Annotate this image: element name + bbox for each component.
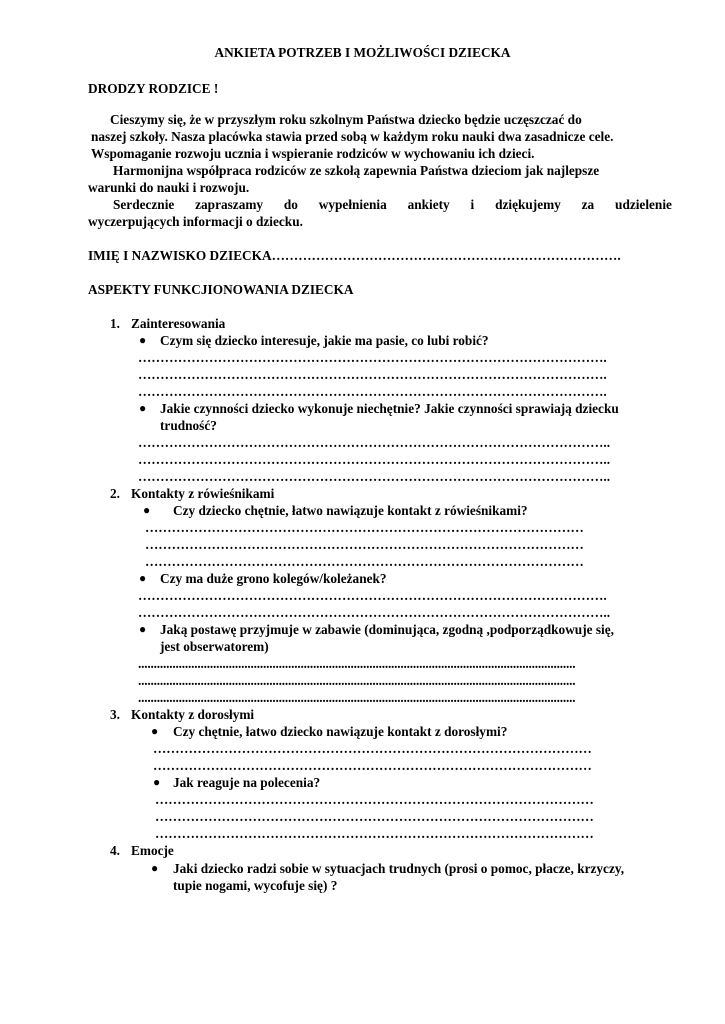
- bullet-icon: ●: [139, 622, 147, 636]
- answer-line[interactable]: …………………………………………………………………………………………….: [138, 350, 607, 365]
- intro-word: do: [283, 197, 298, 212]
- section-2-title: Kontakty z rówieśnikami: [131, 486, 275, 501]
- answer-line[interactable]: ……………………………………………………………………………………………..: [138, 435, 611, 450]
- answer-line[interactable]: ……………………………………………………………………………………………..: [138, 452, 611, 467]
- answer-line[interactable]: ………………………………………………………………………………………: [153, 758, 592, 773]
- answer-line[interactable]: ………………………………………………………………………………………: [155, 809, 594, 824]
- answer-line[interactable]: ………………………………………………………………………………………: [145, 520, 584, 535]
- intro-word: za: [581, 197, 595, 212]
- section-3-number: 3.: [110, 707, 120, 722]
- intro-line-1: Cieszymy się, że w przyszłym roku szkolnym Państwa dziecko będzie uczęszczać do: [110, 112, 582, 127]
- intro-word: Serdecznie: [113, 197, 175, 212]
- child-name-field[interactable]: [88, 247, 621, 264]
- s4-question-1-cont: tupie nogami, wycofuje się) ?: [173, 878, 338, 893]
- section-1-number: 1.: [110, 316, 120, 331]
- answer-line[interactable]: ………………………………………………………………………………………: [155, 826, 594, 841]
- answer-line[interactable]: …………………………………………………………………………………………….: [138, 367, 607, 382]
- child-name-label: IMIĘ I NAZWISKO DZIECKA: [88, 248, 272, 263]
- intro-line-5: warunki do nauki i rozwoju.: [88, 180, 250, 195]
- bullet-icon: ●: [139, 401, 147, 415]
- intro-line-7: wyczerpujących informacji o dziecku.: [88, 214, 303, 229]
- answer-line[interactable]: ………………………………………………………………………………………: [155, 792, 594, 807]
- bullet-icon: ●: [151, 724, 159, 738]
- bullet-icon: ●: [143, 503, 151, 517]
- answer-line[interactable]: ............................................................................................................................................: [138, 673, 576, 688]
- answer-line[interactable]: ………………………………………………………………………………………: [145, 537, 584, 552]
- intro-word: i: [470, 197, 475, 212]
- s2-question-3-cont: jest obserwatorem): [160, 639, 269, 654]
- child-name-fill[interactable]: …………………………………………………………………….: [271, 248, 621, 263]
- bullet-icon: ●: [139, 333, 147, 347]
- s2-question-2: Czy ma duże grono kolegów/koleżanek?: [160, 571, 387, 586]
- greeting: DRODZY RODZICE !: [88, 81, 219, 96]
- answer-line[interactable]: …………………………………………………………………………………………….: [138, 384, 607, 399]
- section-heading: ASPEKTY FUNKCJIONOWANIA DZIECKA: [88, 282, 354, 297]
- answer-line[interactable]: ………………………………………………………………………………………: [145, 554, 584, 569]
- answer-line[interactable]: ……………………………………………………………………………………………..: [138, 605, 611, 620]
- section-3-title: Kontakty z dorosłymi: [131, 707, 255, 722]
- answer-line[interactable]: ………………………………………………………………………………………: [153, 741, 592, 756]
- intro-word: ankiety: [407, 197, 450, 212]
- s2-question-3: Jaką postawę przyjmuje w zabawie (dominująca, zgodną ,podporządkowuje się,: [160, 622, 614, 637]
- intro-word: dziękujemy: [495, 197, 561, 212]
- intro-line-6: [113, 196, 672, 213]
- section-4-number: 4.: [110, 843, 120, 858]
- answer-line[interactable]: …………………………………………………………………………………………….: [138, 588, 607, 603]
- s1-question-2: Jakie czynności dziecko wykonuje niechętnie? Jakie czynności sprawiają dziecku: [160, 401, 619, 416]
- s1-question-2-cont: trudność?: [160, 418, 217, 433]
- bullet-icon: ●: [153, 775, 161, 789]
- intro-line-3: Wspomaganie rozwoju ucznia i wspieranie rodziców w wychowaniu ich dzieci.: [91, 146, 535, 161]
- answer-line[interactable]: ............................................................................................................................................: [138, 656, 576, 671]
- bullet-icon: ●: [139, 571, 147, 585]
- intro-word: udzielenie: [615, 197, 672, 212]
- section-2-number: 2.: [110, 486, 120, 501]
- section-1-title: Zainteresowania: [131, 316, 226, 331]
- intro-word: wypełnienia: [318, 197, 387, 212]
- s2-question-1: Czy dziecko chętnie, łatwo nawiązuje kontakt z rówieśnikami?: [173, 503, 528, 518]
- intro-line-4: Harmonijna współpraca rodziców ze szkołą zapewnia Państwa dzieciom jak najlepsze: [113, 163, 600, 178]
- document-title: ANKIETA POTRZEB I MOŻLIWOŚCI DZIECKA: [214, 45, 511, 60]
- intro-line-2: naszej szkoły. Nasza placówka stawia przed sobą w każdym roku nauki dwa zasadnicze cele.: [91, 129, 614, 144]
- answer-line[interactable]: ……………………………………………………………………………………………..: [138, 469, 611, 484]
- section-4-title: Emocje: [131, 843, 174, 858]
- s3-question-1: Czy chętnie, łatwo dziecko nawiązuje kontakt z dorosłymi?: [173, 724, 508, 739]
- s1-question-1: Czym się dziecko interesuje, jakie ma pasie, co lubi robić?: [160, 333, 489, 348]
- bullet-icon: ●: [151, 861, 159, 875]
- answer-line[interactable]: ............................................................................................................................................: [138, 690, 576, 705]
- intro-word: zapraszamy: [195, 197, 264, 212]
- s4-question-1: Jaki dziecko radzi sobie w sytuacjach trudnych (prosi o pomoc, płacze, krzyczy,: [173, 861, 625, 876]
- s3-question-2: Jak reaguje na polecenia?: [173, 775, 321, 790]
